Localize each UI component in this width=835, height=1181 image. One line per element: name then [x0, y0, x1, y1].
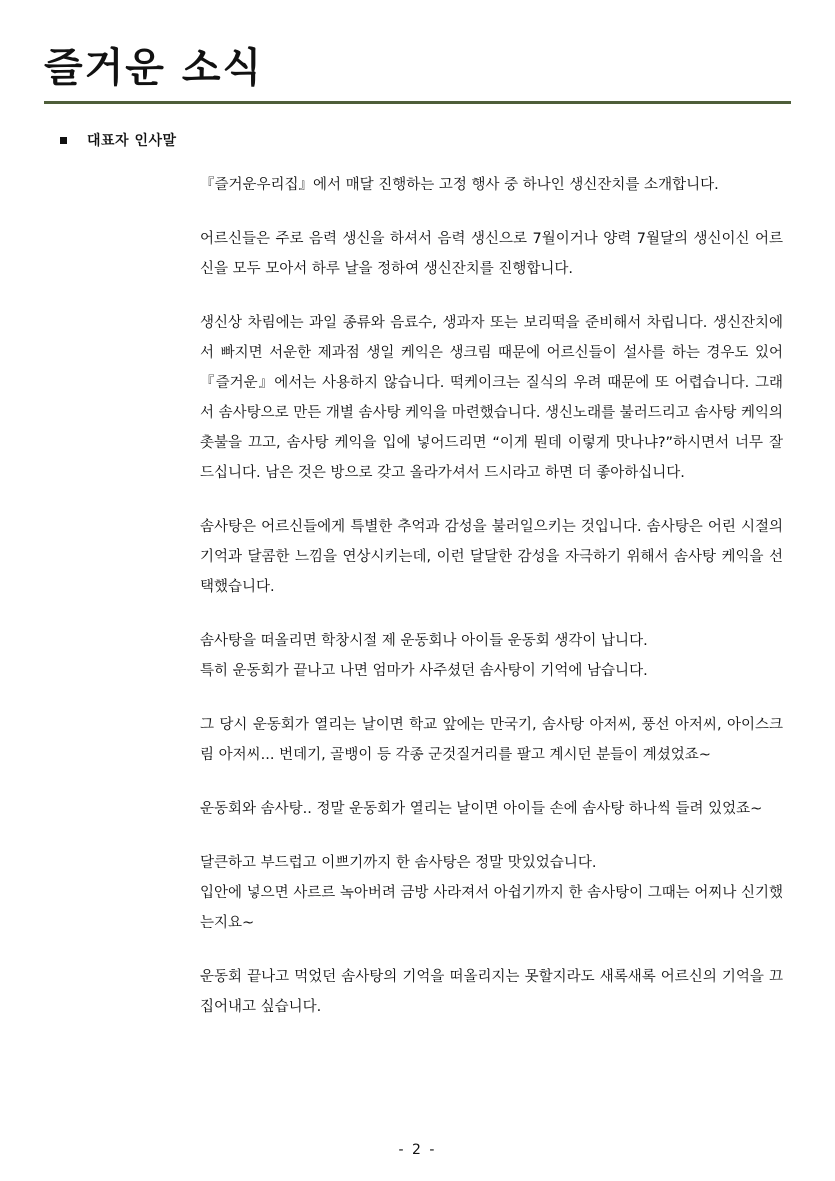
paragraph: 솜사탕은 어르신들에게 특별한 추억과 감성을 불러일으키는 것입니다. 솜사탕은 어린 시절의 기억과 달콤한 느낌을 연상시키는데, 이런 달달한 감성을 자극하기 위해서 솜사탕 케익을 선택했습니다.: [200, 519, 783, 595]
paragraph: 그 당시 운동회가 열리는 날이면 학교 앞에는 만국기, 솜사탕 아저씨, 풍선 아저씨, 아이스크림 아저씨... 번데기, 골뱅이 등 각종 군것질거리를 팔고 계시던 분들이 계셨었죠~: [200, 717, 783, 763]
section-heading: [60, 128, 177, 152]
page-number: - 2 -: [398, 1142, 437, 1158]
section-label: 대표자 인사말: [87, 133, 177, 149]
paragraph: 『즐거운우리집』에서 매달 진행하는 고정 행사 중 하나인 생신잔치를 소개합니다.: [200, 177, 719, 193]
paragraph: 운동회와 솜사탕.. 정말 운동회가 열리는 날이면 아이들 손에 솜사탕 하나씩 들려 있었죠~: [200, 801, 763, 817]
page-title: 즐거운 소식: [44, 45, 264, 91]
title-divider: [44, 101, 791, 104]
square-bullet-icon: [60, 137, 67, 144]
body-text: [200, 170, 783, 1046]
paragraph: 솜사탕을 떠올리면 학창시절 제 운동회나 아이들 운동회 생각이 납니다. 특히 운동회가 끝나고 나면 엄마가 사주셨던 솜사탕이 기억에 남습니다.: [200, 633, 648, 679]
paragraph: 어르신들은 주로 음력 생신을 하셔서 음력 생신으로 7월이거나 양력 7월달의 생신이신 어르신을 모두 모아서 하루 날을 정하여 생신잔치를 진행합니다.: [200, 231, 783, 277]
paragraph: 생신상 차림에는 과일 종류와 음료수, 생과자 또는 보리떡을 준비해서 차립니다. 생신잔치에서 빠지면 서운한 제과점 생일 케익은 생크림 때문에 어르신들이 설사를 하는 경우도 있어『즐거운』에서는 사용하지 않습니다. 떡케이크는 질식의 우려 때문에 또 어렵습니다. 그래서 솜사탕으로 만든 개별 솜사탕 케익을 마련했습니다. 생신노래를 불러드리고 솜사탕 케익의 촛불을 끄고, 솜사탕 케익을 입에 넣어드리면 “이게 뭔데 이렇게 맛나냐?”하시면서 너무 잘 드십니다. 남은 것은 방으로 갖고 올라가셔서 드시라고 하면 더 좋아하십니다.: [200, 315, 783, 481]
paragraph: 달큰하고 부드럽고 이쁘기까지 한 솜사탕은 정말 맛있었습니다. 입안에 넣으면 사르르 녹아버려 금방 사라져서 아쉽기까지 한 솜사탕이 그때는 어찌나 신기했는지요~: [200, 855, 783, 931]
paragraph: 운동회 끝나고 먹었던 솜사탕의 기억을 떠올리지는 못할지라도 새록새록 어르신의 기억을 끄집어내고 싶습니다.: [200, 969, 783, 1015]
